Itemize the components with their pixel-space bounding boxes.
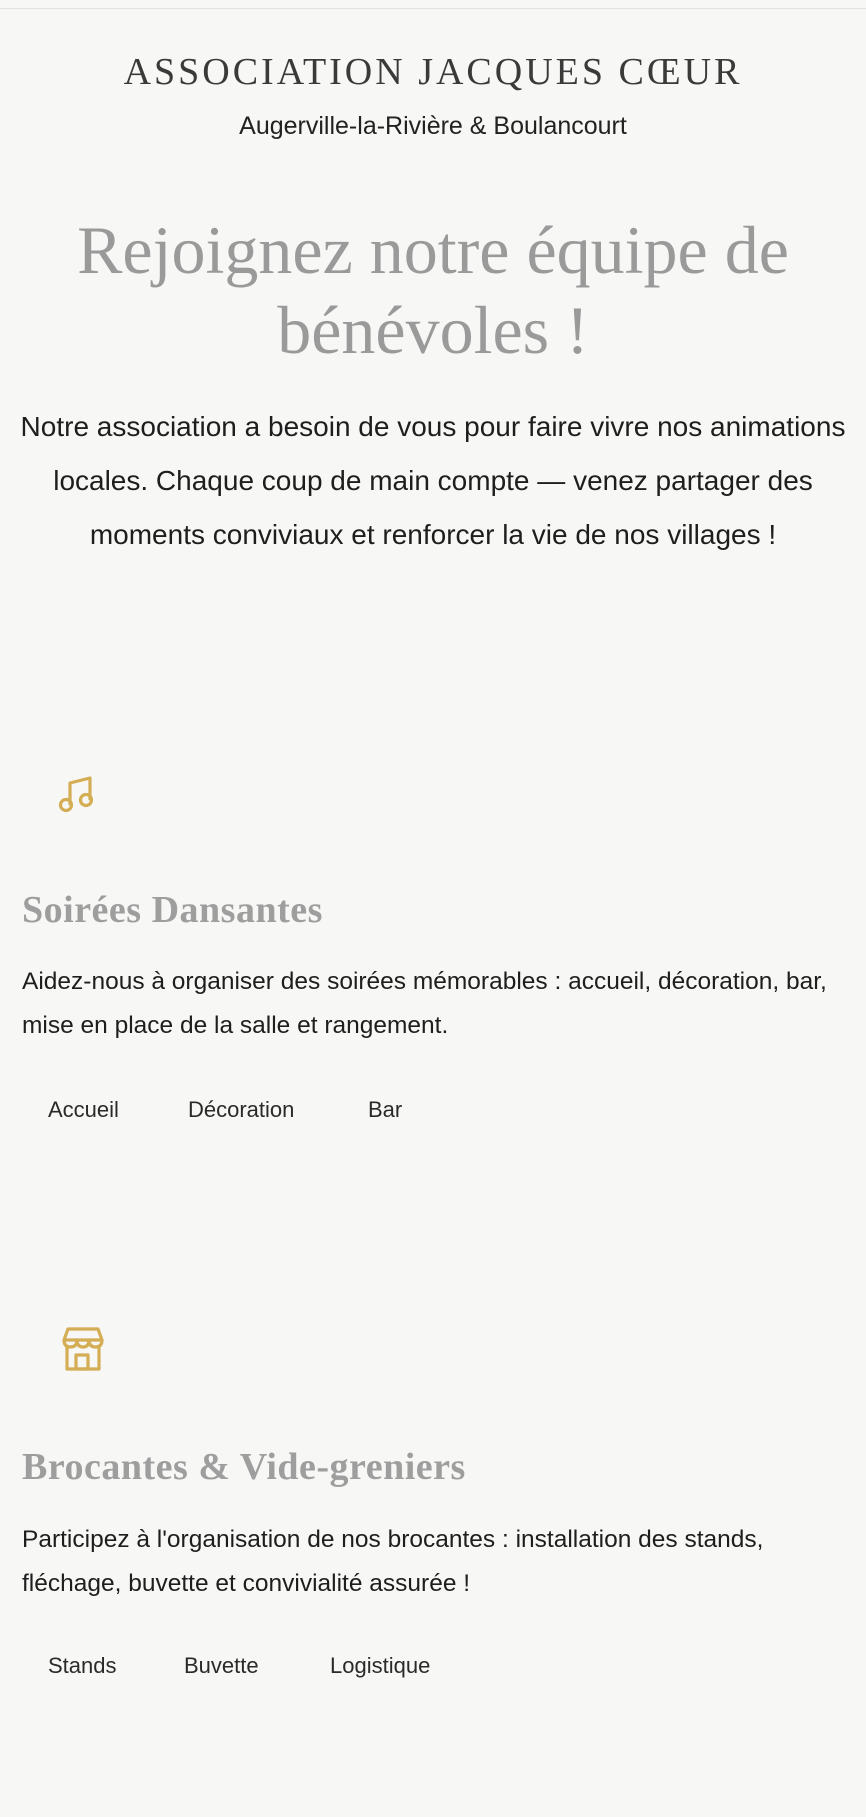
music-note-icon — [56, 768, 110, 822]
tag-bar: Bar — [368, 1097, 403, 1122]
card-description: Participez à l'organisation de nos brocantes : installation des stands, fléchage, buvette et convivialité assurée ! — [22, 1526, 764, 1597]
card-title: Brocantes & Vide-greniers — [22, 1446, 466, 1488]
page-title: Rejoignez notre équipe de bénévoles ! — [77, 212, 789, 368]
tag-buvette: Buvette — [184, 1653, 259, 1678]
tag-logistique: Logistique — [330, 1653, 431, 1678]
org-name: ASSOCIATION JACQUES CŒUR — [123, 51, 743, 93]
tag-stands: Stands — [48, 1653, 117, 1678]
storefront-icon — [56, 1322, 110, 1376]
card-title: Soirées Dansantes — [22, 889, 323, 931]
org-locations: Augerville-la-Rivière & Boulancourt — [239, 112, 627, 140]
tag-accueil: Accueil — [48, 1097, 119, 1122]
top-divider — [0, 8, 866, 9]
card-description: Aidez-nous à organiser des soirées mémorables : accueil, décoration, bar, mise en place de la salle et rangement. — [22, 968, 827, 1039]
tag-decoration: Décoration — [188, 1097, 295, 1122]
intro-paragraph: Notre association a besoin de vous pour faire vivre nos animations locales. Chaque coup de main compte — venez partager des moments conviviaux et renforcer la vie de nos villages ! — [20, 411, 846, 550]
